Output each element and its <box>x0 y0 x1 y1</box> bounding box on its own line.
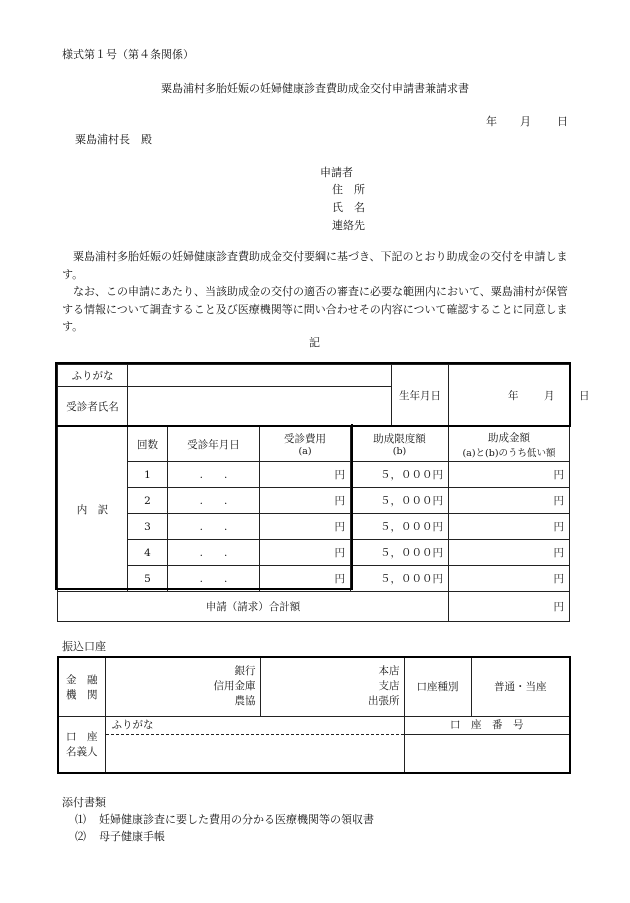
col-cost-header: 受診費用 (a) <box>260 427 351 462</box>
limit-amount: ５，０００円 <box>351 566 449 592</box>
grant-field[interactable]: 円 <box>449 514 570 540</box>
total-field[interactable]: 円 <box>449 592 570 622</box>
visit-date-field[interactable]: . . <box>168 540 260 566</box>
birthdate-year: 年 <box>508 389 519 402</box>
row-number: 5 <box>128 566 168 592</box>
furigana-field[interactable] <box>128 365 392 387</box>
visit-date-field[interactable]: . . <box>168 566 260 592</box>
applicant-contact-label: 連絡先 <box>332 219 365 232</box>
table-row <box>58 462 570 488</box>
limit-amount: ５，０００円 <box>351 488 449 514</box>
holder-furigana-label: ふりがな <box>106 717 404 735</box>
form-number: 様式第１号（第４条関係） <box>62 48 194 61</box>
attachment-item: 妊婦健康診査に要した費用の分かる医療機関等の領収書 <box>99 813 374 826</box>
row-number: 2 <box>128 488 168 514</box>
total-label: 申請（請求）合計額 <box>58 592 449 622</box>
statement-paragraph-2: なお、この申請にあたり、当該助成金の交付の適否の審査に必要な範囲内において、粟島浦村が保管する情報について調査すること及び医療機関等に問い合わせその内容について確認することに同意します。 <box>62 285 568 333</box>
cost-field[interactable]: 円 <box>260 488 351 514</box>
date-month-label: 月 <box>520 115 531 128</box>
col-grant-header: 助成金額 (a)と(b)のうち低い額 <box>449 427 570 462</box>
table-row <box>58 514 570 540</box>
table-row <box>58 540 570 566</box>
applicant-heading: 申請者 <box>320 166 353 179</box>
application-table <box>57 364 590 622</box>
grant-field[interactable]: 円 <box>449 566 570 592</box>
attachment-item: 母子健康手帳 <box>99 830 165 843</box>
cost-field[interactable]: 円 <box>260 462 351 488</box>
attachment-number: ⑵ <box>75 830 86 843</box>
col-limit-header: 助成限度額 (b) <box>351 427 449 462</box>
col-visit-date-header: 受診年月日 <box>168 427 260 462</box>
account-type-options[interactable]: 普通・当座 <box>471 657 570 716</box>
attachments-title: 添付書類 <box>62 796 106 809</box>
visit-date-field[interactable]: . . <box>168 488 260 514</box>
visit-date-field[interactable]: . . <box>168 462 260 488</box>
birthdate-field[interactable] <box>449 365 590 427</box>
grant-field[interactable]: 円 <box>449 462 570 488</box>
row-number: 1 <box>128 462 168 488</box>
date-day-label: 日 <box>557 115 568 128</box>
holder-label: 口 座 名義人 <box>58 716 105 773</box>
birthdate-day: 日 <box>579 389 590 402</box>
applicant-address-label: 住 所 <box>332 183 365 196</box>
branch-name-field[interactable]: 本店 支店 出張所 <box>260 657 404 716</box>
visit-date-field[interactable]: . . <box>168 514 260 540</box>
furigana-label: ふりがな <box>58 365 128 387</box>
account-number-field[interactable] <box>404 716 570 773</box>
applicant-name-label: 氏 名 <box>332 201 365 214</box>
table-row <box>58 488 570 514</box>
cost-field[interactable]: 円 <box>260 514 351 540</box>
ki-marker: 記 <box>309 336 320 349</box>
account-number-label: 口 座 番 号 <box>405 717 570 735</box>
limit-amount: ５，０００円 <box>351 540 449 566</box>
limit-amount: ５，０００円 <box>351 462 449 488</box>
date-year-label: 年 <box>486 115 497 128</box>
grant-field[interactable]: 円 <box>449 488 570 514</box>
statement-paragraph-1: 粟島浦村多胎妊娠の妊婦健康診査費助成金交付要綱に基づき、下記のとおり助成金の交付を申請します。 <box>62 250 568 281</box>
grant-field[interactable]: 円 <box>449 540 570 566</box>
bank-table <box>57 656 571 774</box>
table-row <box>58 566 570 592</box>
account-type-label: 口座種別 <box>404 657 471 716</box>
cost-field[interactable]: 円 <box>260 540 351 566</box>
birthdate-label: 生年月日 <box>392 365 449 427</box>
row-number: 4 <box>128 540 168 566</box>
patient-name-field[interactable] <box>128 387 392 427</box>
limit-amount: ５，０００円 <box>351 514 449 540</box>
breakdown-label: 内 訳 <box>58 427 128 592</box>
col-count-header: 回数 <box>128 427 168 462</box>
patient-name-label: 受診者氏名 <box>58 387 128 427</box>
attachment-number: ⑴ <box>75 813 86 826</box>
bank-name-field[interactable]: 銀行 信用金庫 農協 <box>105 657 260 716</box>
form-title: 粟島浦村多胎妊娠の妊婦健康診査費助成金交付申請書兼請求書 <box>161 82 469 95</box>
birthdate-month: 月 <box>544 389 555 402</box>
bank-section-title: 振込口座 <box>62 640 106 653</box>
cost-field[interactable]: 円 <box>260 566 351 592</box>
addressee: 粟島浦村長 殿 <box>75 133 152 146</box>
holder-name-field[interactable] <box>105 716 404 773</box>
row-number: 3 <box>128 514 168 540</box>
institution-label: 金 融 機 関 <box>58 657 105 716</box>
